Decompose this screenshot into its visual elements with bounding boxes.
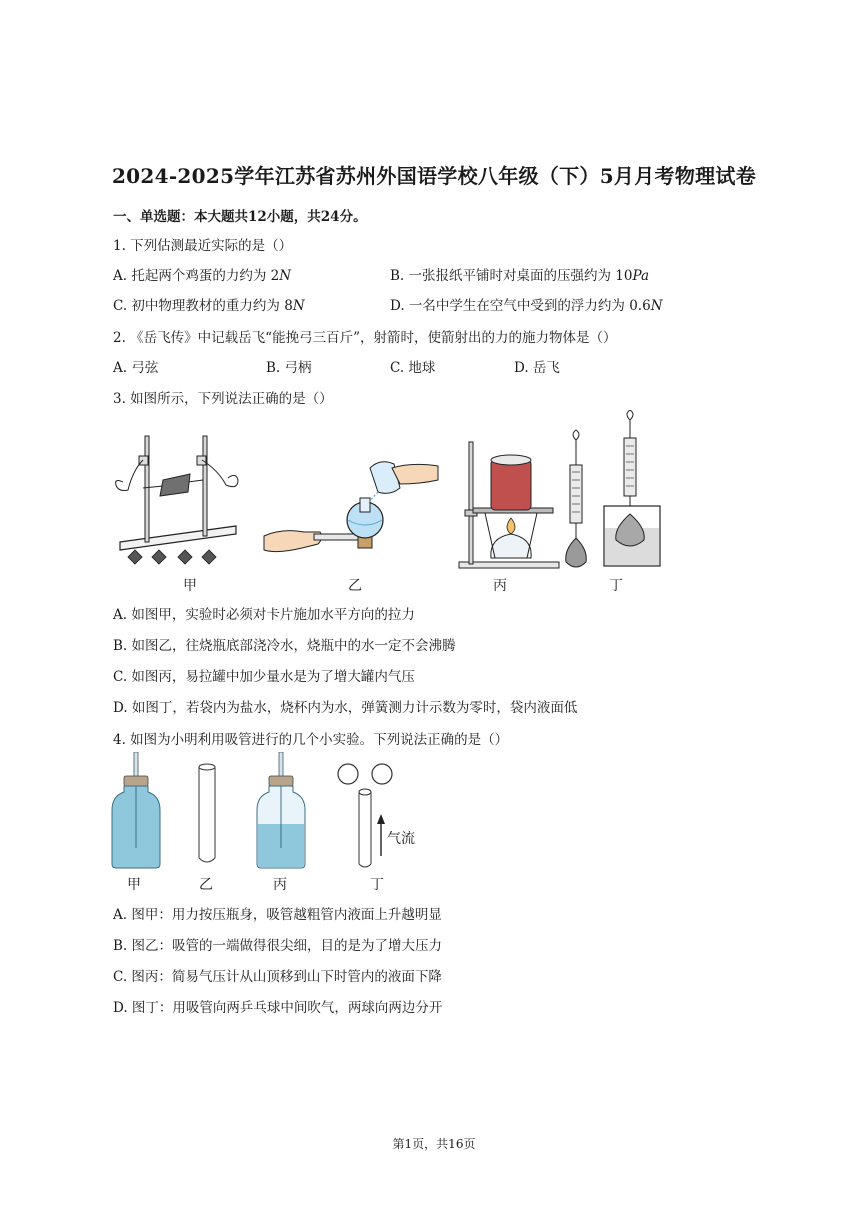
- page-footer: 第1页，共16页: [392, 1137, 476, 1151]
- q4-figure-bing: [253, 752, 309, 872]
- q1-option-a: A. 托起两个鸡蛋的力约为 2N: [113, 268, 292, 284]
- q4-stem: 4. 如图为小明利用吸管进行的几个小实验。下列说法正确的是（）: [113, 732, 509, 748]
- q4-figure-jia: [108, 752, 164, 872]
- q4-figure-yi: [196, 762, 218, 866]
- q3-option-c: C. 如图丙，易拉罐中加少量水是为了增大罐内气压: [113, 669, 415, 685]
- q3-caption-yi: 乙: [348, 578, 362, 594]
- q1-stem: 1. 下列估测最近实际的是（）: [113, 238, 293, 254]
- q2-option-c: C. 地球: [390, 360, 436, 376]
- q4-option-d: D. 图丁：用吸管向两乒乓球中间吹气，两球向两边分开: [113, 1000, 443, 1016]
- section-heading: 一、单选题：本大题共12小题，共24分。: [113, 209, 367, 225]
- q3-figure-ding: [562, 410, 672, 575]
- q3-figure-yi: [262, 458, 440, 568]
- q2-option-b: B. 弓柄: [266, 360, 312, 376]
- q1-option-b: B. 一张报纸平铺时对桌面的压强约为 10Pa: [390, 268, 650, 284]
- q1-option-c: C. 初中物理教材的重力约为 8N: [113, 298, 305, 314]
- q4-caption-jia: 甲: [127, 877, 141, 893]
- q3-option-a: A. 如图甲，实验时必须对卡片施加水平方向的拉力: [113, 607, 415, 623]
- q3-option-b: B. 如图乙，往烧瓶底部浇冷水，烧瓶中的水一定不会沸腾: [113, 638, 456, 654]
- q3-caption-jia: 甲: [183, 578, 197, 594]
- q4-caption-yi: 乙: [199, 877, 213, 893]
- q2-stem: 2. 《岳飞传》中记载岳飞“能挽弓三百斤”，射箭时，使箭射出的力的施力物体是（）: [113, 330, 617, 346]
- page-title: 2024-2025学年江苏省苏州外国语学校八年级（下）5月月考物理试卷: [111, 164, 757, 188]
- q4-caption-bing: 丙: [273, 877, 287, 893]
- q3-stem: 3. 如图所示，下列说法正确的是（）: [113, 391, 333, 407]
- q1-option-d: D. 一名中学生在空气中受到的浮力约为 0.6N: [390, 298, 663, 314]
- q3-caption-bing: 丙: [493, 578, 507, 594]
- q4-caption-ding: 丁: [370, 877, 384, 893]
- q4-option-a: A. 图甲：用力按压瓶身，吸管越粗管内液面上升越明显: [113, 907, 442, 923]
- q4-option-c: C. 图丙：简易气压计从山顶移到山下时管内的液面下降: [113, 969, 442, 985]
- q2-option-d: D. 岳飞: [514, 360, 560, 376]
- q3-figure-jia: [108, 430, 243, 570]
- q3-caption-ding: 丁: [609, 578, 623, 594]
- q4-option-b: B. 图乙：吸管的一端做得很尖细，目的是为了增大压力: [113, 938, 443, 954]
- q4-airflow-label: 气流: [387, 831, 415, 847]
- q3-option-d: D. 如图丁，若袋内为盐水，烧杯内为水，弹簧测力计示数为零时，袋内液面低: [113, 700, 578, 716]
- q4-figure-ding: [334, 760, 400, 870]
- q2-option-a: A. 弓弦: [113, 360, 159, 376]
- q3-figure-bing: [455, 438, 565, 573]
